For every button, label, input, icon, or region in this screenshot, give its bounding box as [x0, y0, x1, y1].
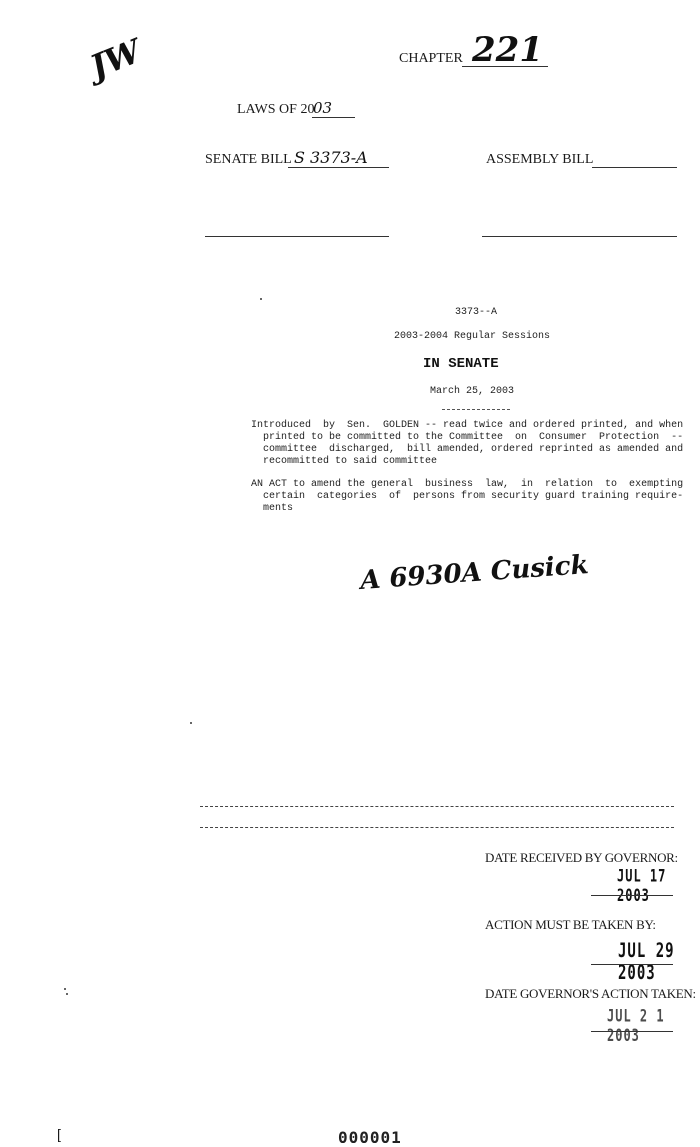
action-taken-stamp: JUL 2 1 2003 — [607, 1006, 665, 1046]
action-taken-underline — [591, 1031, 673, 1032]
action-by-underline — [591, 964, 673, 965]
senate-bill-underline — [288, 167, 389, 168]
date-received-stamp: JUL 17 2003 — [617, 866, 667, 906]
introduced-line: printed to be committed to the Committee on Consumer Protection -- — [263, 432, 684, 443]
act-line: ments — [263, 503, 294, 514]
date-received-label: DATE RECEIVED BY GOVERNOR: — [485, 850, 678, 865]
handwritten-year: 03 — [313, 99, 333, 117]
bill-number: 3373--A — [455, 307, 498, 318]
action-taken-label: DATE GOVERNOR'S ACTION TAKEN: — [485, 986, 696, 1001]
introduced-line: committee discharged, bill amended, ordered reprinted as amended and — [263, 444, 684, 455]
introduced-paragraph — [251, 420, 696, 468]
handwritten-initials: JW — [84, 31, 147, 87]
handwritten-senate-bill-number: S 3373-A — [294, 148, 368, 167]
bill-session: 2003-2004 Regular Sessions — [394, 331, 551, 342]
laws-of-label: LAWS OF 20 — [237, 102, 315, 117]
laws-year-underline — [312, 117, 355, 118]
scan-speck — [190, 722, 192, 724]
assembly-bill-underline — [592, 167, 677, 168]
scan-speck — [64, 988, 66, 990]
scan-speck — [260, 298, 262, 300]
scan-speck — [66, 993, 68, 995]
page-id: 000001 — [338, 1128, 402, 1147]
bill-house: IN SENATE — [423, 356, 499, 372]
handwritten-assembly-note: A 6930A Cusick — [359, 550, 590, 596]
action-by-label: ACTION MUST BE TAKEN BY: — [485, 917, 656, 932]
handwritten-chapter-number: 221 — [472, 30, 543, 70]
date-rule — [442, 409, 510, 410]
senate-bill-label: SENATE BILL — [205, 152, 292, 167]
separator-rule — [200, 827, 674, 828]
introduced-line: recommitted to said committee — [263, 456, 438, 467]
assembly-bill-label: ASSEMBLY BILL — [486, 152, 594, 167]
separator-rule — [200, 806, 674, 807]
chapter-label: CHAPTER — [399, 51, 463, 66]
act-line: AN ACT to amend the general business law, in relation to exempting — [251, 479, 684, 490]
action-by-stamp: JUL 29 2003 — [618, 940, 675, 985]
act-paragraph — [251, 479, 696, 515]
bill-date: March 25, 2003 — [430, 386, 515, 397]
act-line: certain categories of persons from security guard training require- — [263, 491, 684, 502]
date-received-underline — [591, 895, 673, 896]
blank-line-right — [482, 236, 677, 237]
introduced-line: Introduced by Sen. GOLDEN -- read twice and ordered printed, and when — [251, 420, 684, 431]
corner-mark: [ — [57, 1126, 61, 1142]
blank-line-left — [205, 236, 389, 237]
